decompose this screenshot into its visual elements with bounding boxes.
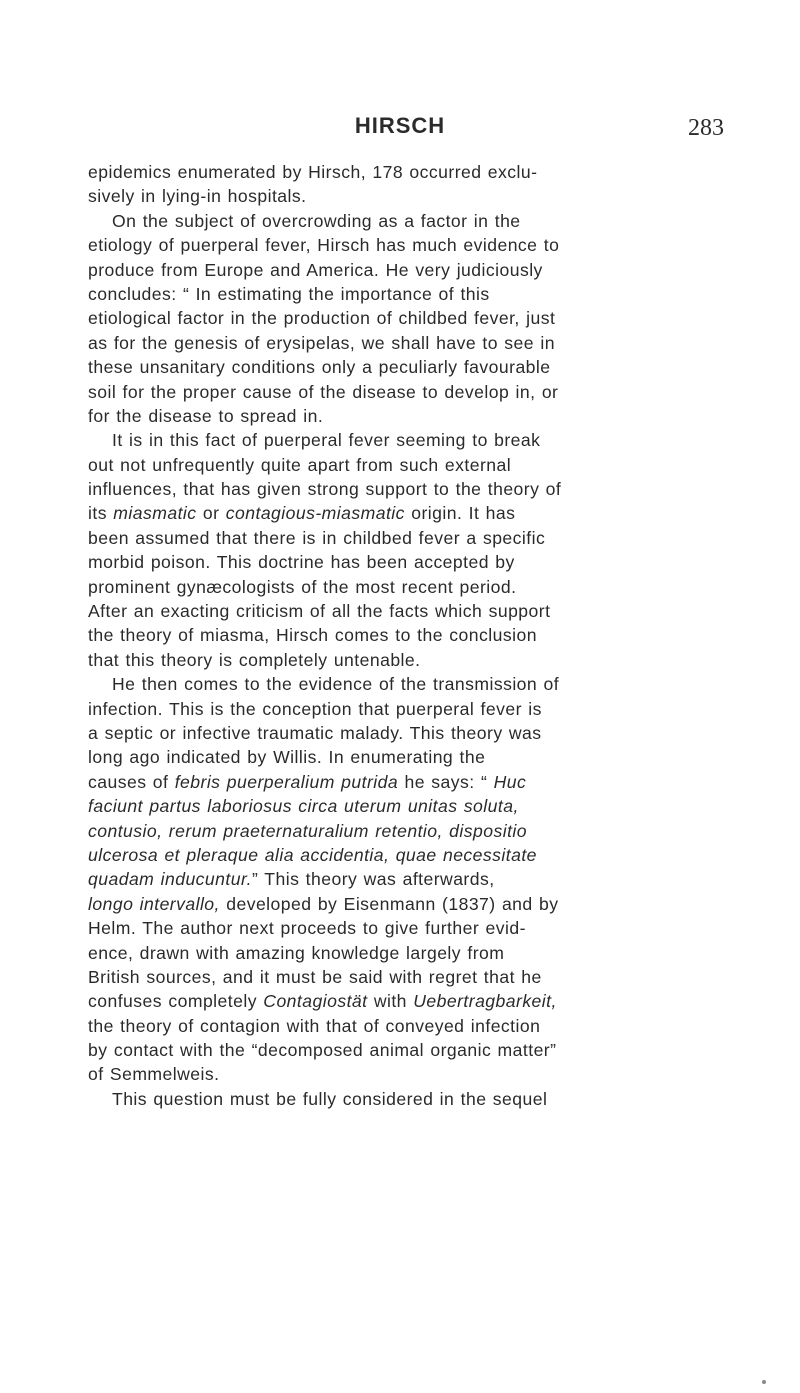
text-line: of Semmelweis.: [88, 1064, 220, 1085]
text-line: its miasmatic or contagious-miasmatic origin. It has: [88, 503, 516, 524]
italic-quote-line: contusio, rerum praeternaturalium retentio, dispositio: [88, 820, 528, 841]
italic-quote-line: ulcerosa et pleraque alia accidentia, quae necessitate: [88, 844, 537, 865]
paragraph-start-line: This question must be fully considered in the sequel: [112, 1088, 548, 1109]
text-line: produce from Europe and America. He very judiciously: [88, 259, 543, 280]
italic-term: miasmatic: [113, 503, 197, 524]
text-line: After an exacting criticism of all the facts which support: [88, 601, 551, 622]
text-line: causes of febris puerperalium putrida he says: “ Huc: [88, 771, 527, 792]
italic-term: Contagiostät: [263, 991, 368, 1012]
text-line: British sources, and it must be said with regret that he: [88, 966, 542, 987]
paragraph-start-line: He then comes to the evidence of the transmission of: [112, 674, 560, 695]
text-line: infection. This is the conception that puerperal fever is: [88, 698, 542, 719]
page-number: 283: [688, 115, 724, 141]
italic-quote: quadam inducuntur.: [88, 869, 252, 890]
paragraph-start-line: It is in this fact of puerperal fever seeming to break: [112, 430, 541, 451]
body-text: [88, 160, 720, 1111]
text-line: for the disease to spread in.: [88, 405, 324, 426]
italic-quote: Huc: [493, 771, 527, 792]
text-line: Helm. The author next proceeds to give further evid-: [88, 918, 526, 939]
text-line: as for the genesis of erysipelas, we shall have to see in: [88, 332, 555, 353]
text-line: these unsanitary conditions only a peculiarly favourable: [88, 357, 551, 378]
italic-term: febris puerperalium putrida: [174, 771, 399, 792]
text-line: been assumed that there is in childbed fever a specific: [88, 527, 546, 548]
text-line: quadam inducuntur.” This theory was afterwards,: [88, 869, 495, 890]
text-line: that this theory is completely untenable.: [88, 649, 421, 670]
paragraph-start-line: On the subject of overcrowding as a factor in the: [112, 210, 521, 231]
text-line: prominent gynæcologists of the most recent period.: [88, 576, 517, 597]
text-line: out not unfrequently quite apart from such external: [88, 454, 512, 475]
text-line: etiological factor in the production of childbed fever, just: [88, 308, 556, 329]
running-head: [0, 113, 800, 143]
text-line: the theory of contagion with that of conveyed infection: [88, 1015, 541, 1036]
print-speck: [762, 1380, 766, 1384]
text-line: ence, drawn with amazing knowledge largely from: [88, 942, 505, 963]
text-line: morbid poison. This doctrine has been accepted by: [88, 552, 515, 573]
text-line: etiology of puerperal fever, Hirsch has much evidence to: [88, 235, 560, 256]
text-line: concludes: “ In estimating the importance of this: [88, 283, 490, 304]
text-line: influences, that has given strong support to the theory of: [88, 479, 562, 500]
text-line: longo intervallo, developed by Eisenmann (1837) and by: [88, 893, 559, 914]
text-line: a septic or infective traumatic malady. This theory was: [88, 722, 542, 743]
text-line: sively in lying-in hospitals.: [88, 186, 307, 207]
italic-term: Uebertragbarkeit,: [413, 991, 557, 1012]
italic-term: longo intervallo,: [88, 893, 220, 914]
text-line: by contact with the “decomposed animal organic matter”: [88, 1040, 557, 1061]
text-line: epidemics enumerated by Hirsch, 178 occurred exclu-: [88, 162, 538, 182]
italic-term: contagious-miasmatic: [225, 503, 405, 524]
text-line: the theory of miasma, Hirsch comes to the conclusion: [88, 625, 537, 646]
text-line: soil for the proper cause of the disease to develop in, or: [88, 381, 559, 402]
italic-quote-line: faciunt partus laboriosus circa uterum unitas soluta,: [88, 796, 519, 817]
text-line: confuses completely Contagiostät with Uebertragbarkeit,: [88, 991, 557, 1012]
text-line: long ago indicated by Willis. In enumerating the: [88, 747, 486, 768]
running-title: HIRSCH: [354, 113, 446, 138]
